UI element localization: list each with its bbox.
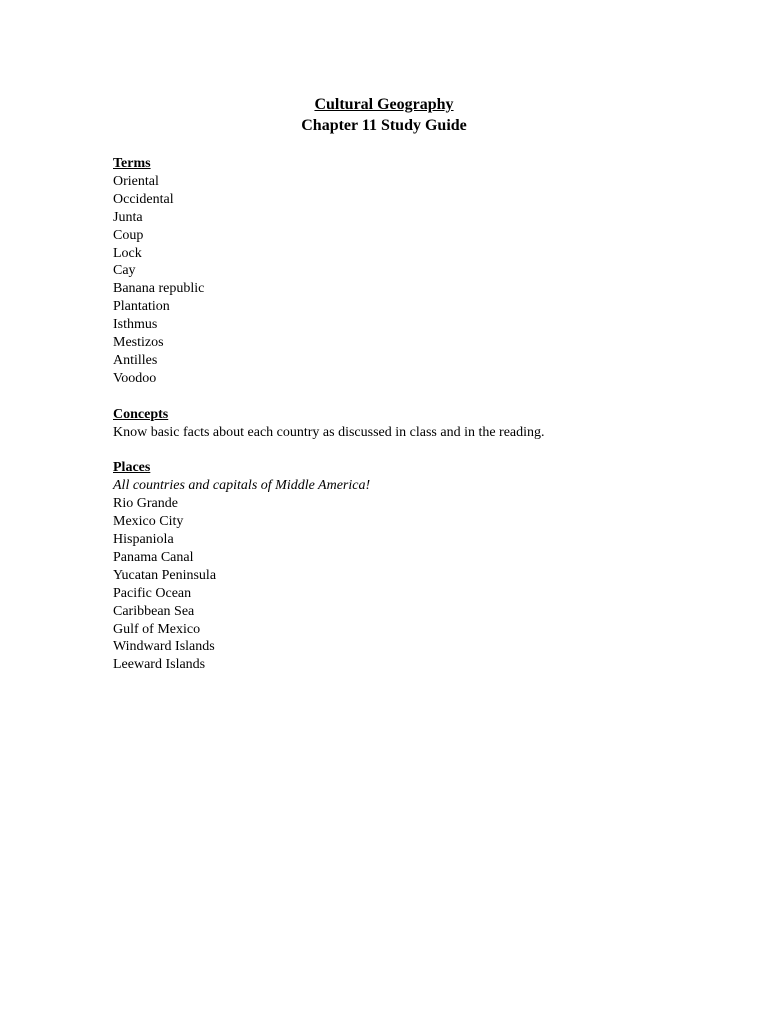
places-section: [113, 459, 713, 674]
term-item: Isthmus: [113, 317, 158, 333]
term-item: Mestizos: [113, 335, 164, 351]
terms-list: [113, 173, 713, 388]
place-item: Rio Grande: [113, 496, 178, 512]
place-item: Caribbean Sea: [113, 603, 195, 619]
place-item: Hispaniola: [113, 532, 174, 547]
place-item: Mexico City: [113, 514, 184, 530]
place-item: Pacific Ocean: [113, 585, 192, 601]
term-item: Junta: [113, 209, 143, 225]
place-item: Windward Islands: [113, 639, 215, 655]
term-item: Voodoo: [113, 370, 157, 386]
term-item: Lock: [113, 245, 142, 261]
term-item: Occidental: [113, 191, 174, 207]
terms-heading: Terms: [113, 156, 151, 171]
place-item: Yucatan Peninsula: [113, 567, 217, 583]
term-item: Oriental: [113, 173, 159, 189]
concepts-text: Know basic facts about each country as discussed in class and in the reading.: [113, 424, 545, 440]
concepts-section: [113, 406, 713, 442]
places-note: All countries and capitals of Middle America!: [113, 478, 371, 494]
document-body: [113, 155, 713, 692]
term-item: Antilles: [113, 352, 158, 368]
places-list: [113, 495, 713, 674]
term-item: Coup: [113, 227, 144, 243]
document-title: Cultural Geography: [314, 96, 454, 113]
title-block: [0, 94, 768, 136]
concepts-heading: Concepts: [113, 406, 169, 422]
place-item: Leeward Islands: [113, 657, 206, 673]
terms-section: [113, 155, 713, 388]
place-item: Panama Canal: [113, 549, 194, 565]
places-heading: Places: [113, 460, 151, 476]
place-item: Gulf of Mexico: [113, 621, 201, 637]
term-item: Plantation: [113, 299, 170, 315]
term-item: Cay: [113, 263, 136, 279]
document-subtitle: Chapter 11 Study Guide: [301, 117, 467, 134]
term-item: Banana republic: [113, 281, 205, 297]
